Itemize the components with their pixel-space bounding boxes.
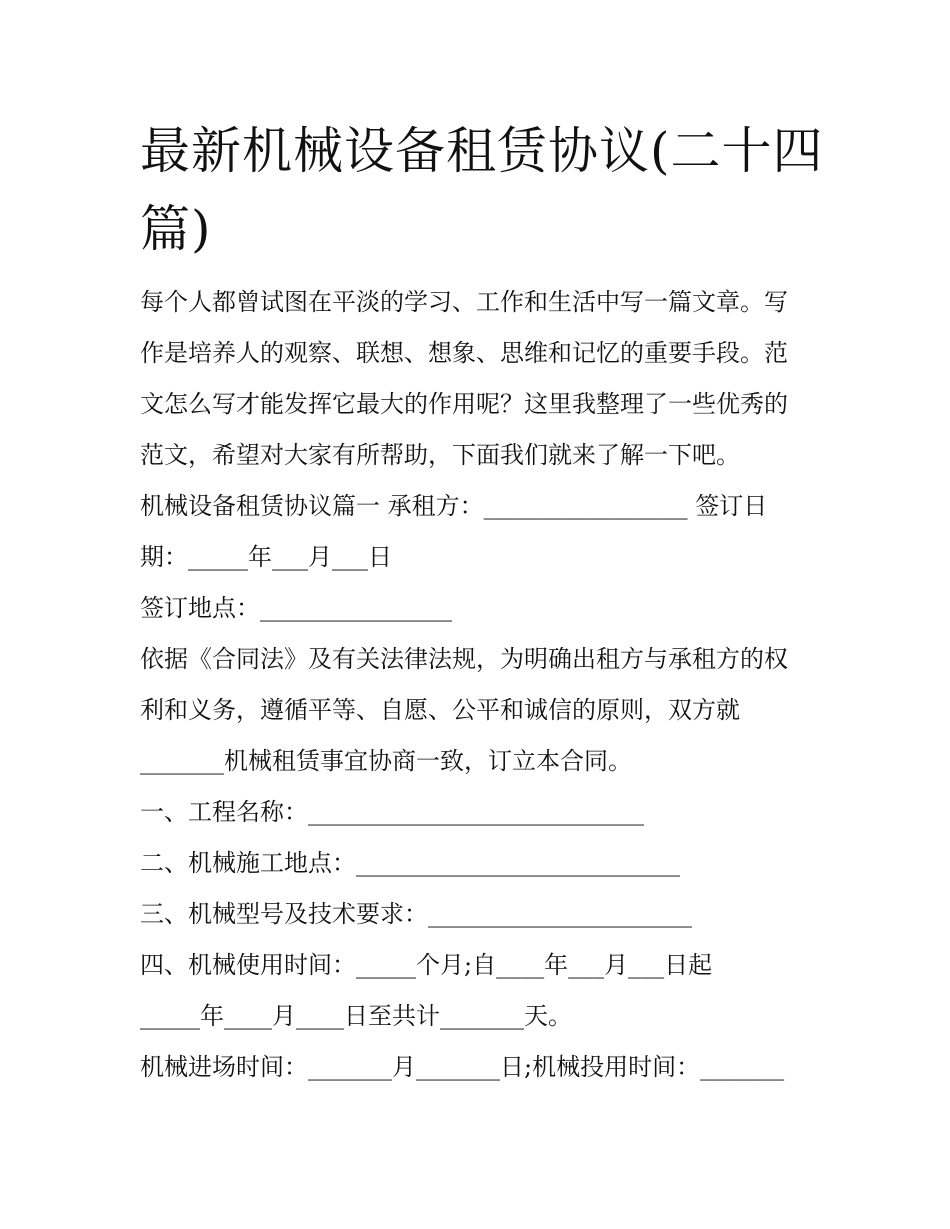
basis-line-1: 依据《合同法》及有关法律法规，为明确出租方与承租方的权 [140,645,788,673]
clause-usage-time-2: _____年____月____日至共计_______天。 [140,1002,572,1030]
lessee-line: 机械设备租赁协议篇一 承租方：_________________ 签订日 [140,492,768,520]
clause-machine-model: 三、机械型号及技术要求：______________________ [140,900,692,928]
clause-usage-time-1: 四、机械使用时间：_____个月;自____年___月___日起 [140,951,713,979]
signing-place-line: 签订地点：________________ [140,594,452,622]
basis-line-3: _______机械租赁事宜协商一致，订立本合同。 [140,747,632,775]
title-line-2: 篇) [140,200,212,258]
clause-site-location: 二、机械施工地点：___________________________ [140,849,680,877]
title-line-1: 最新机械设备租赁协议(二十四 [140,122,824,180]
signing-date-line: 期：_____年___月___日 [140,543,392,571]
clause-entry-time: 机械进场时间：_______月_______日;机械投用时间：_______ [140,1053,785,1081]
basis-line-2: 利和义务，遵循平等、自愿、公平和诚信的原则，双方就 [140,696,740,724]
intro-line-2: 作是培养人的观察、联想、想象、思维和记忆的重要手段。范 [140,339,788,367]
intro-line-1: 每个人都曾试图在平淡的学习、工作和生活中写一篇文章。写 [140,288,788,316]
document-body [140,277,820,1093]
intro-line-3: 文怎么写才能发挥它最大的作用呢？这里我整理了一些优秀的 [140,390,788,418]
clause-project-name: 一、工程名称：____________________________ [140,798,644,826]
intro-line-4: 范文，希望对大家有所帮助，下面我们就来了解一下吧。 [140,441,740,469]
document-title [140,112,830,268]
